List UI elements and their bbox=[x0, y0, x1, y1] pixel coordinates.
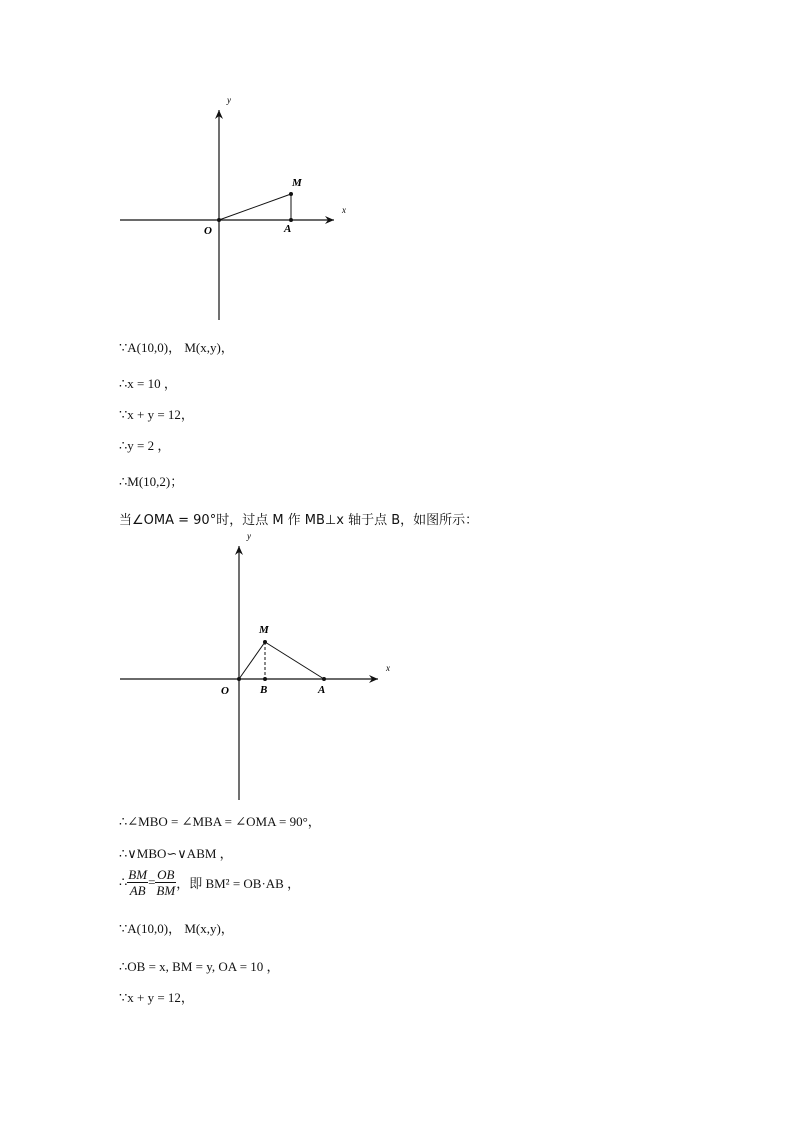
figure-1 bbox=[120, 95, 346, 320]
point-o bbox=[237, 677, 241, 681]
fraction-bm-ab: $\frac{BM}{AB}$ bbox=[128, 867, 148, 898]
proportion-conclusion: ，即 BM² = OB·AB ， bbox=[176, 876, 301, 891]
segment-om bbox=[239, 642, 265, 679]
segment-om bbox=[219, 194, 291, 220]
point-o bbox=[217, 218, 221, 222]
label-o: O bbox=[221, 685, 229, 697]
segment-ma bbox=[265, 642, 324, 679]
line-case-oma-90: 当∠OMA = 90°时，过点 M 作 MB⊥x 轴于点 B，如图所示： bbox=[119, 513, 479, 528]
label-b: B bbox=[260, 684, 268, 696]
figure-2 bbox=[120, 531, 390, 800]
x-axis-label: x bbox=[342, 205, 346, 215]
point-m bbox=[289, 192, 293, 196]
point-b bbox=[263, 677, 267, 681]
line-similar-triangles: ∴∨MBO∽∨ABM ， bbox=[119, 846, 233, 861]
line-given-a-m: ∵A(10,0)， M(x,y)， bbox=[119, 340, 234, 355]
label-m: M bbox=[259, 624, 269, 636]
label-o: O bbox=[204, 225, 212, 237]
point-a bbox=[322, 677, 326, 681]
line-y-equals: ∴y = 2 ， bbox=[119, 438, 171, 453]
line-x-equals: ∴x = 10 ， bbox=[119, 376, 177, 391]
equals-sign: = bbox=[148, 874, 156, 890]
label-a: A bbox=[284, 223, 292, 235]
fraction-ob-bm: $\frac{OB}{BM}$ bbox=[156, 867, 176, 898]
line-ob-bm-oa: ∴OB = x, BM = y, OA = 10 ， bbox=[119, 959, 280, 974]
y-axis-label: y bbox=[227, 95, 231, 105]
point-m bbox=[263, 640, 267, 644]
line-proportion bbox=[119, 867, 300, 898]
line-angles-equal: ∴∠MBO = ∠MBA = ∠OMA = 90°， bbox=[119, 814, 321, 829]
line-given-a-m-2: ∵A(10,0)， M(x,y)， bbox=[119, 921, 234, 936]
point-a bbox=[289, 218, 293, 222]
label-m: M bbox=[292, 177, 302, 189]
label-a: A bbox=[318, 684, 326, 696]
line-sum: ∵x + y = 12， bbox=[119, 407, 194, 422]
x-axis-label: x bbox=[386, 663, 390, 673]
y-axis-label: y bbox=[247, 531, 251, 541]
line-m-result: ∴M(10,2)； bbox=[119, 474, 184, 489]
therefore-symbol: ∴ bbox=[119, 874, 128, 890]
line-sum-2: ∵x + y = 12， bbox=[119, 990, 194, 1005]
